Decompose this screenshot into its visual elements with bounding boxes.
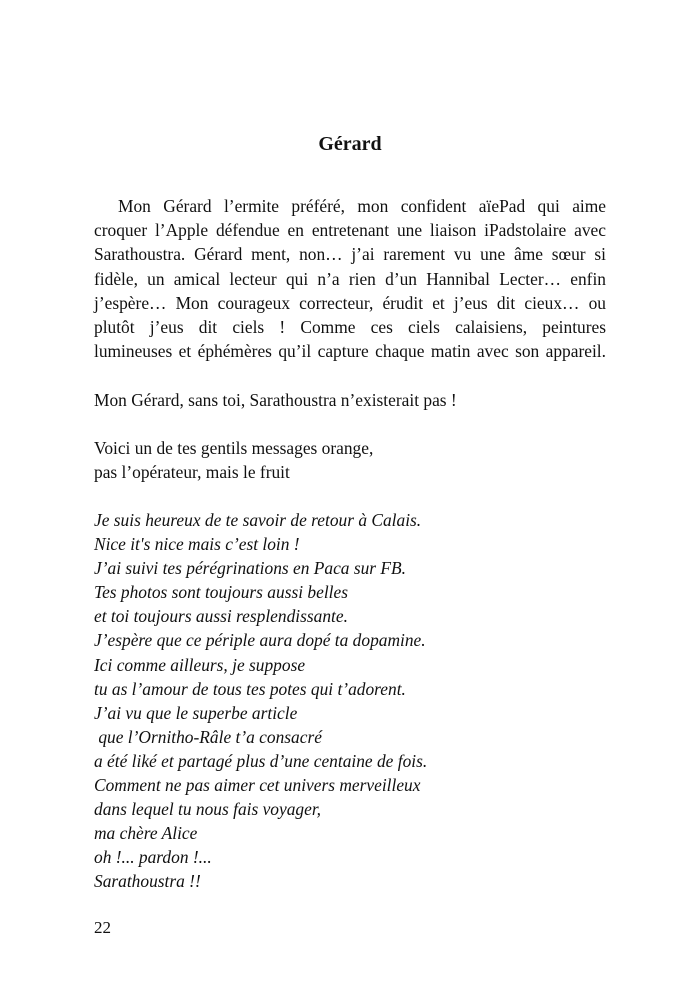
paragraph-line: lumineuses et éphémères qu’il capture chaque matin avec son appareil. xyxy=(94,341,606,362)
paragraph-line: Sarathoustra. Gérard ment, non… j’ai rarement vu une âme sœur si xyxy=(94,244,606,265)
quoted-message xyxy=(94,508,614,894)
paragraph-line: croquer l’Apple défendue en entretenant une liaison iPadstolaire avec xyxy=(94,220,606,241)
poem-line: Je suis heureux de te savoir de retour à Calais. xyxy=(94,510,422,530)
poem-line: a été liké et partagé plus d’une centaine de fois. xyxy=(94,750,428,771)
poem-line: Comment ne pas aimer cet univers merveilleux xyxy=(94,775,421,796)
paragraph-dedication: Mon Gérard, sans toi, Sarathoustra n’existerait pas ! xyxy=(94,390,457,410)
paragraph-line: plutôt j’eus dit ciels ! Comme ces ciels calaisiens, peintures xyxy=(94,317,606,338)
page-number: 22 xyxy=(94,918,111,937)
poem-line: J’ai suivi tes pérégrinations en Paca sur FB. xyxy=(94,558,407,579)
poem-line: tu as l’amour de tous tes potes qui t’adorent. xyxy=(94,678,406,699)
poem-line: J’ai vu que le superbe article xyxy=(94,702,298,723)
poem-line: Sarathoustra !! xyxy=(94,871,201,892)
poem-line: J’espère que ce périple aura dopé ta dopamine. xyxy=(94,630,426,651)
paragraph-line: Voici un de tes gentils messages orange, xyxy=(94,438,374,458)
poem-line: Nice it's nice mais c’est loin ! xyxy=(94,534,300,555)
paragraph-line: fidèle, un amical lecteur qui n’a rien d’un Hannibal Lecter… enfin xyxy=(94,268,606,289)
poem-line: Tes photos sont toujours aussi belles xyxy=(94,582,348,603)
paragraph-message-intro xyxy=(94,436,606,484)
chapter-title: Gérard xyxy=(318,133,382,155)
poem-line: dans lequel tu nous fais voyager, xyxy=(94,799,322,820)
poem-line: ma chère Alice xyxy=(94,823,198,844)
poem-line: et toi toujours aussi resplendissante. xyxy=(94,606,348,627)
paragraph-line: pas l’opérateur, mais le fruit xyxy=(94,462,290,483)
poem-line: que l’Ornitho-Râle t’a consacré xyxy=(94,726,322,747)
poem-line: Ici comme ailleurs, je suppose xyxy=(94,654,306,675)
paragraph-line: Mon Gérard l’ermite préféré, mon confident aïePad qui aime xyxy=(118,196,606,216)
poem-line: oh !... pardon !... xyxy=(94,847,212,868)
paragraph-line: j’espère… Mon courageux correcteur, érudit et j’eus dit cieux… ou xyxy=(94,292,606,313)
paragraph-intro xyxy=(94,194,606,363)
